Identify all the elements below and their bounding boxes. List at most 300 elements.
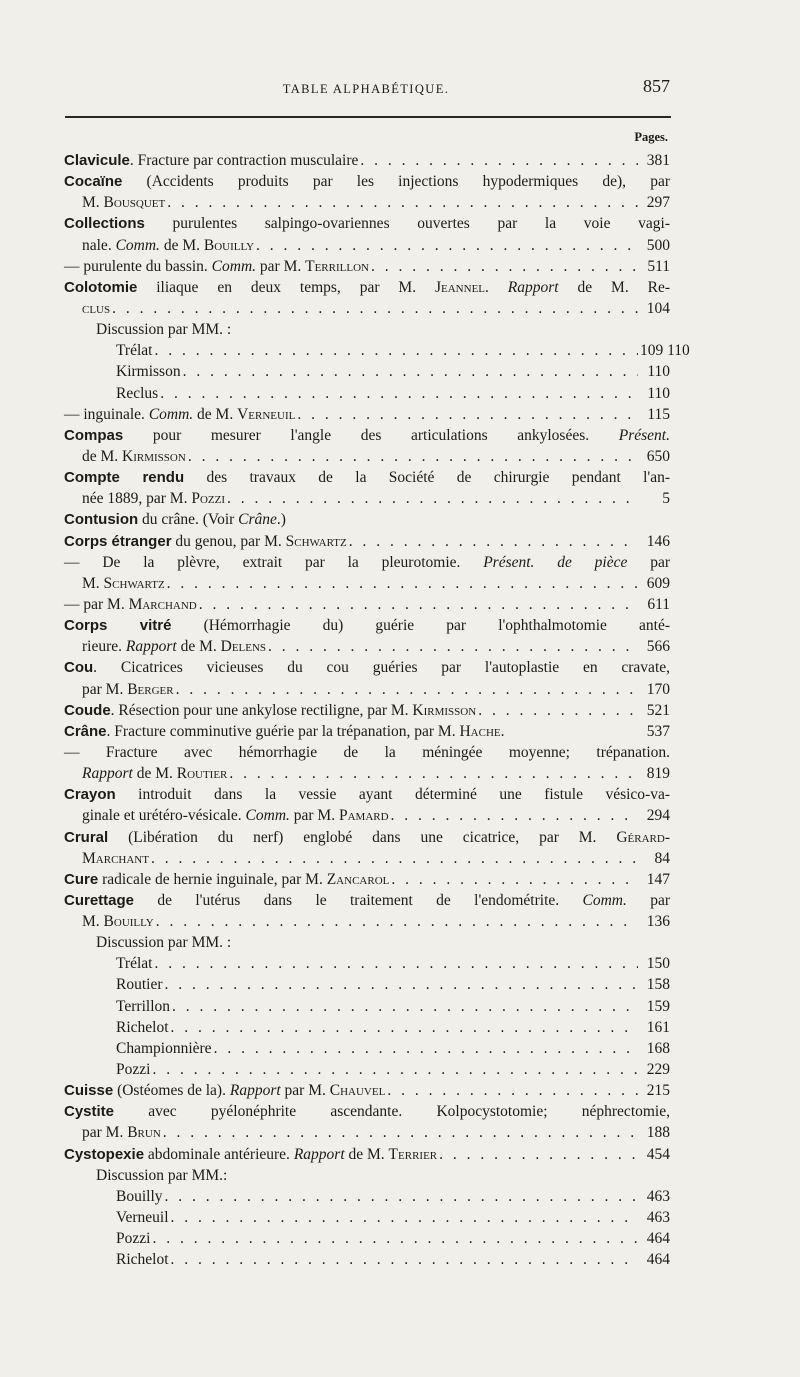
index-entry — [64, 1059, 670, 1080]
entry-author: Delens — [220, 638, 267, 656]
entry-author: Brun — [127, 1124, 161, 1142]
index-entry — [64, 1228, 670, 1249]
dot-leader — [172, 996, 638, 1017]
entry-keyword: Crayon — [64, 786, 116, 804]
entry-page-number: 110 — [647, 363, 670, 381]
dot-leader — [391, 869, 638, 890]
entry-text — [116, 1038, 212, 1059]
entry-fragment: par M. — [280, 1082, 330, 1100]
entry-fragment: Championnière — [116, 1039, 212, 1057]
entry-text — [116, 340, 152, 361]
entry-italic: Présent. de pièce — [483, 553, 628, 571]
entry-page-number: 161 — [646, 1018, 670, 1036]
entry-page-number: 5 — [662, 490, 670, 508]
entry-fragment: — par M. — [64, 595, 129, 613]
entry-text — [64, 700, 476, 721]
entry-italic: Comm. — [211, 257, 257, 275]
entry-keyword: Curettage — [64, 891, 135, 909]
entry-fragment: de M. Re- — [558, 278, 670, 296]
dot-leader — [112, 298, 638, 319]
entry-keyword: Crural — [64, 828, 109, 846]
dot-leader — [167, 192, 638, 213]
entry-fragment: rieure. — [82, 638, 126, 656]
entry-fragment: Discussion par MM.: — [96, 1166, 228, 1184]
entry-text — [64, 277, 670, 298]
index-entry — [64, 805, 670, 826]
index-entry — [64, 763, 670, 784]
entry-page-number: 609 — [646, 574, 670, 592]
entry-fragment: . — [485, 278, 508, 296]
entry-text — [64, 552, 670, 573]
index-entry — [64, 150, 670, 171]
entry-text — [64, 1144, 437, 1165]
index-entry — [64, 1186, 670, 1207]
entry-fragment: Richelot — [116, 1018, 169, 1036]
entry-author: Pozzi — [191, 490, 226, 508]
entry-keyword: Cuisse — [64, 1082, 114, 1100]
entry-fragment: . Fracture par contraction musculaire — [129, 152, 359, 169]
index-entry — [64, 700, 670, 721]
entry-fragment: de M. — [132, 765, 177, 783]
entry-author: Zancarol — [326, 870, 390, 888]
index-entry — [64, 552, 670, 573]
entry-keyword: Compas — [64, 426, 124, 444]
entry-text — [116, 953, 152, 974]
dot-leader — [229, 763, 638, 784]
index-entry — [64, 467, 670, 488]
entry-fragment: radicale de hernie inguinale, par M. — [98, 870, 327, 888]
entry-page-number: 819 — [646, 765, 670, 783]
entry-fragment: par M. — [82, 1124, 128, 1142]
entry-text — [116, 1207, 169, 1228]
entry-italic: Crâne — [238, 511, 277, 529]
entry-text — [64, 890, 670, 911]
entry-text — [64, 594, 197, 615]
entry-fragment: — De la plèvre, extrait par la pleurotomie. — [64, 553, 484, 571]
index-entry — [64, 361, 670, 382]
index-entry — [64, 932, 670, 953]
index-entry — [64, 192, 670, 213]
entry-text — [64, 742, 670, 763]
entry-page-number: 297 — [646, 194, 670, 212]
dot-leader — [297, 404, 638, 425]
index-entry — [64, 509, 670, 530]
entry-author: Kirmisson — [122, 447, 186, 465]
index-entry — [64, 996, 670, 1017]
entry-author: Chauvel — [329, 1082, 386, 1100]
dot-leader — [152, 1059, 638, 1080]
dot-leader — [199, 594, 638, 615]
entry-text — [64, 784, 670, 805]
entry-keyword: Corps vitré — [64, 617, 172, 635]
entry-text — [82, 1122, 161, 1143]
entry-keyword: Cystite — [64, 1103, 115, 1121]
entry-fragment: Discussion par MM. : — [96, 934, 232, 952]
entry-page-number: 159 — [646, 997, 670, 1015]
entry-text — [64, 827, 670, 848]
entry-page-number: 146 — [646, 532, 670, 550]
dot-leader — [360, 150, 638, 171]
entry-fragment: Terrillon — [116, 997, 171, 1015]
entry-text — [64, 425, 670, 446]
index-entry — [64, 869, 670, 890]
dot-leader — [154, 340, 638, 361]
entry-italic: Rapport — [229, 1082, 281, 1100]
entry-fragment: (Accidents produits par les injections hypodermiques de), par — [122, 173, 670, 191]
entry-fragment: purulentes salpingo-ovariennes ouvertes par la voie vagi- — [144, 215, 670, 233]
entry-italic: Comm. — [115, 236, 160, 254]
entry-text — [116, 383, 158, 404]
entry-keyword: Coude — [64, 701, 111, 719]
index-entry — [64, 298, 670, 319]
dot-leader — [167, 573, 638, 594]
entry-text — [82, 446, 186, 467]
index-entry — [64, 277, 670, 298]
entry-text — [64, 657, 670, 678]
entry-fragment: nale. — [82, 236, 116, 254]
entry-fragment: du crâne. (Voir — [138, 511, 239, 529]
entry-text — [82, 192, 165, 213]
entry-keyword: Cou — [64, 659, 94, 677]
dot-leader — [165, 1186, 638, 1207]
entry-fragment: par M. — [82, 680, 128, 698]
entry-page-number: 84 — [654, 849, 670, 867]
entry-italic: Rapport — [82, 765, 133, 783]
running-title: TABLE ALPHABÉTIQUE. — [282, 82, 450, 96]
entry-author: Hache — [459, 722, 501, 740]
entry-fragment: M. — [82, 913, 104, 931]
index-entry — [64, 1144, 670, 1165]
entry-keyword: Colotomie — [64, 278, 138, 296]
entry-fragment: abdominale antérieure. — [144, 1145, 294, 1163]
entry-author: Berger — [127, 680, 174, 698]
entry-author: Schwartz — [285, 532, 347, 550]
entry-text — [64, 1080, 385, 1101]
dot-leader — [478, 700, 638, 721]
entry-fragment: des travaux de la Société de chirurgie pendant l'an- — [184, 469, 671, 487]
index-entry — [64, 531, 670, 552]
entry-fragment: Richelot — [116, 1251, 169, 1269]
dot-leader — [154, 953, 638, 974]
entry-page-number: 500 — [646, 236, 670, 254]
entry-italic: Présent. — [618, 426, 670, 444]
entry-text — [64, 150, 358, 171]
index-entry — [64, 827, 670, 848]
entry-fragment: (Ostéomes de la). — [113, 1082, 230, 1100]
dot-leader — [349, 531, 638, 552]
index-entry — [64, 488, 670, 509]
entry-text — [82, 636, 266, 657]
entry-page-number: 110 — [647, 384, 670, 402]
index-entry — [64, 657, 670, 678]
entry-page-number: 521 — [646, 701, 670, 719]
running-header — [62, 76, 670, 100]
entry-page-number: 463 — [646, 1209, 670, 1227]
dot-leader — [256, 235, 638, 256]
entry-keyword: Collections — [64, 215, 145, 233]
entry-fragment: pour mesurer l'angle des articulations ankylosées. — [123, 426, 619, 444]
dot-leader — [171, 1207, 638, 1228]
entry-keyword: Compte rendu — [64, 469, 185, 487]
index-entry — [64, 1249, 670, 1270]
entry-page-number: 454 — [646, 1145, 670, 1163]
entry-fragment: de M. — [176, 638, 221, 656]
entry-fragment: (Hémorrhagie du) guérie par l'ophthalmotomie anté- — [171, 617, 670, 635]
entry-keyword: Clavicule — [64, 152, 130, 169]
entry-page-number: 115 — [647, 405, 670, 423]
dot-leader — [171, 1249, 638, 1270]
dot-leader — [371, 256, 638, 277]
entry-text — [96, 1165, 227, 1186]
entry-text — [64, 869, 389, 890]
entry-text — [96, 319, 231, 340]
entry-text — [116, 1186, 163, 1207]
entry-page-number: 463 — [646, 1187, 670, 1205]
entry-text — [116, 1059, 150, 1080]
entry-page-number: 511 — [647, 257, 670, 275]
index-entry — [64, 679, 670, 700]
entry-page-number: 229 — [646, 1061, 670, 1079]
index-entry — [64, 319, 670, 340]
entry-fragment: de M. — [82, 447, 123, 465]
index-entry — [64, 953, 670, 974]
index-entry — [64, 1017, 670, 1038]
entry-fragment: . Résection pour une ankylose rectiligne, par M. — [110, 701, 413, 719]
entry-text — [116, 996, 170, 1017]
entry-fragment: Trélat — [116, 342, 153, 360]
entry-text — [82, 805, 389, 826]
entry-fragment: de M. — [193, 405, 238, 423]
entry-fragment: — purulente du bassin. — [64, 257, 212, 275]
entry-keyword: Cure — [64, 870, 99, 888]
entry-text — [116, 361, 181, 382]
index-entry — [64, 890, 670, 911]
entry-text — [96, 932, 231, 953]
entry-page-number: 215 — [646, 1082, 670, 1100]
entry-author: M. Bousquet — [82, 194, 166, 212]
entry-page-number: 464 — [646, 1230, 670, 1248]
entry-text — [64, 171, 670, 192]
dot-leader — [156, 911, 638, 932]
entry-author: Bouilly — [103, 913, 154, 931]
entry-page-number: 188 — [646, 1124, 670, 1142]
dot-leader — [151, 848, 638, 869]
entry-page-number: 566 — [646, 638, 670, 656]
index-entry — [64, 848, 670, 869]
entry-author: Marchand — [128, 595, 197, 613]
entry-fragment: . Cicatrices vicieuses du cou guéries par l'autoplastie en cravate, — [93, 659, 670, 677]
entry-page-number: 150 — [646, 955, 670, 973]
entry-text — [64, 509, 286, 530]
entry-text — [82, 848, 149, 869]
dot-leader — [214, 1038, 638, 1059]
page-number: 857 — [643, 76, 670, 96]
entry-page-number: 650 — [646, 447, 670, 465]
entry-page-number: 147 — [646, 870, 670, 888]
index-entry — [64, 256, 670, 277]
entry-fragment: ginale et urétéro-vésicale. — [82, 807, 246, 825]
entry-fragment: — Fracture avec hémorrhagie de la méningée moyenne; trépanation. — [64, 743, 670, 761]
entry-text — [64, 531, 347, 552]
index-entry — [64, 573, 670, 594]
entry-author: Routier — [176, 765, 228, 783]
entry-author: Jeannel — [434, 278, 486, 296]
entry-text — [116, 1017, 169, 1038]
index-entry — [64, 1122, 670, 1143]
entry-fragment: de M. — [344, 1145, 389, 1163]
entry-italic: Rapport — [507, 278, 559, 296]
index-entry — [64, 383, 670, 404]
index-entry — [64, 1101, 670, 1122]
entry-author: Verneuil — [237, 405, 296, 423]
index-entry — [64, 615, 670, 636]
entry-page-number: 537 — [646, 722, 670, 740]
entry-text — [64, 1101, 670, 1122]
entry-fragment: par — [626, 891, 671, 909]
entry-page-number: 104 — [646, 299, 670, 317]
header-rule — [65, 116, 671, 118]
entry-fragment: .) — [276, 511, 286, 529]
index-entry — [64, 1080, 670, 1101]
entry-page-number: 158 — [646, 976, 670, 994]
entry-fragment: introduit dans la vessie ayant déterminé une fistule vésico-va- — [115, 786, 670, 804]
entry-fragment: Bouilly — [116, 1187, 163, 1205]
entry-author: Bouilly — [203, 236, 255, 254]
entry-text — [64, 256, 369, 277]
entry-fragment: née 1889, par M. — [82, 490, 192, 508]
dot-leader — [439, 1144, 638, 1165]
index-entry — [64, 235, 670, 256]
entry-author: Kirmisson — [412, 701, 477, 719]
pages-column-label: Pages. — [634, 130, 668, 144]
entry-fragment: avec pyélonéphrite ascendante. Kolpocystotomie; néphrectomie, — [114, 1103, 670, 1121]
entry-text — [116, 974, 163, 995]
dot-leader — [163, 1122, 638, 1143]
entry-text — [64, 467, 670, 488]
index-entry — [64, 1165, 670, 1186]
entry-italic: Comm. — [582, 891, 627, 909]
dot-leader — [183, 361, 638, 382]
entry-text — [64, 404, 295, 425]
entry-italic: Rapport — [293, 1145, 345, 1163]
entry-keyword: Cystopexie — [64, 1145, 145, 1163]
entry-fragment: de M. — [159, 236, 204, 254]
entry-page-number: 381 — [646, 152, 670, 169]
entry-author: Gérard- — [616, 828, 670, 846]
entry-text — [64, 213, 670, 234]
entry-page-number: 464 — [646, 1251, 670, 1269]
entry-author: Marchant — [82, 849, 149, 867]
entry-italic: Comm. — [245, 807, 290, 825]
index-entry — [64, 721, 670, 742]
entry-page-number: 168 — [646, 1039, 670, 1057]
entry-text — [82, 763, 227, 784]
entry-text — [82, 298, 110, 319]
entry-fragment: Routier — [116, 976, 163, 994]
index-entry — [64, 974, 670, 995]
dot-leader — [387, 1080, 638, 1101]
entry-author: Pamard — [338, 807, 389, 825]
entry-text — [82, 488, 225, 509]
index-entry — [64, 425, 670, 446]
entry-page-number: 136 — [646, 913, 670, 931]
index-entry — [64, 213, 670, 234]
entry-text — [64, 721, 504, 742]
dot-leader — [171, 1017, 638, 1038]
entry-italic: Comm. — [148, 405, 194, 423]
entry-fragment: Trélat — [116, 955, 153, 973]
entry-fragment: — inguinale. — [64, 405, 149, 423]
dot-leader — [160, 383, 638, 404]
entry-fragment: par M. — [256, 257, 306, 275]
entry-fragment: de l'utérus dans le traitement de l'endométrite. — [134, 891, 583, 909]
dot-leader — [152, 1228, 638, 1249]
entry-fragment: Pozzi — [116, 1230, 151, 1248]
dot-leader — [176, 679, 638, 700]
entry-page-number: 170 — [646, 680, 670, 698]
entry-fragment: . Fracture comminutive guérie par la trépanation, par M. — [106, 722, 460, 740]
entry-author: Schwartz — [103, 574, 165, 592]
entry-fragment: Verneuil — [116, 1209, 169, 1227]
entry-text — [116, 1249, 169, 1270]
dot-leader — [165, 974, 639, 995]
index-entry — [64, 594, 670, 615]
entry-italic: Rapport — [125, 638, 177, 656]
entry-keyword: Contusion — [64, 511, 139, 529]
index-entries — [64, 150, 690, 1270]
index-entry — [64, 1038, 670, 1059]
dot-leader — [227, 488, 638, 509]
dot-leader — [391, 805, 638, 826]
entry-text — [82, 679, 174, 700]
entry-fragment: (Libération du nerf) englobé dans une cicatrice, par M. — [108, 828, 617, 846]
entry-text — [116, 1228, 150, 1249]
entry-keyword: Corps étranger — [64, 532, 172, 550]
entry-author: clus — [82, 299, 111, 317]
entry-author: Terrillon — [305, 257, 369, 275]
index-entry — [64, 446, 670, 467]
entry-fragment: Discussion par MM. : — [96, 321, 232, 339]
entry-page-number: 611 — [647, 595, 670, 613]
entry-fragment: par — [627, 553, 670, 571]
entry-text — [82, 235, 254, 256]
entry-fragment: du genou, par M. — [171, 532, 286, 550]
index-entry — [64, 742, 670, 763]
entry-page-number: 109 110 — [640, 342, 690, 360]
entry-page-number: 294 — [646, 807, 670, 825]
index-entry — [64, 171, 670, 192]
entry-text — [82, 573, 165, 594]
dot-leader — [188, 446, 638, 467]
entry-keyword: Cocaïne — [64, 173, 123, 191]
entry-text — [64, 615, 670, 636]
index-entry — [64, 911, 670, 932]
entry-fragment: M. — [82, 574, 104, 592]
entry-fragment: Reclus — [116, 384, 159, 402]
entry-fragment: iliaque en deux temps, par M. — [137, 278, 435, 296]
entry-text — [82, 911, 154, 932]
entry-fragment: . — [500, 722, 505, 740]
index-entry — [64, 340, 690, 361]
entry-fragment: par M. — [289, 807, 339, 825]
entry-author: Terrier — [388, 1145, 438, 1163]
entry-fragment: Kirmisson — [116, 363, 181, 381]
index-entry — [64, 784, 670, 805]
index-entry — [64, 404, 670, 425]
index-entry — [64, 1207, 670, 1228]
index-entry — [64, 636, 670, 657]
dot-leader — [268, 636, 638, 657]
